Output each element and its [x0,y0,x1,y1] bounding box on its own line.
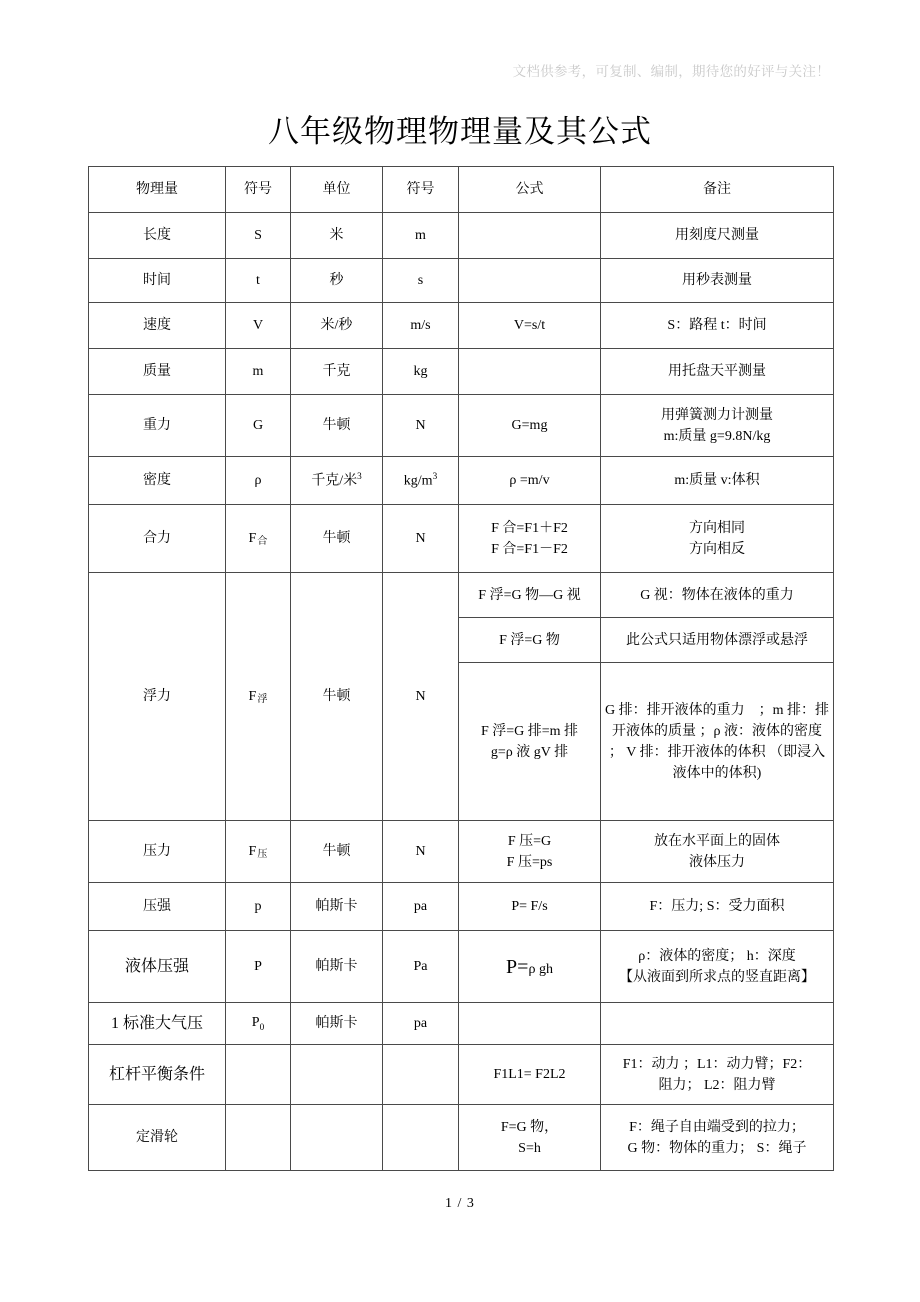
unit-base: 千克/米 [311,473,358,489]
row-unit-symbol: kg [383,349,459,395]
table-row [89,457,834,505]
remark-line-1: 用弹簧测力计测量 [661,407,773,423]
remark-line-1: 放在水平面上的固体 [654,833,780,849]
formula-line-1: F 浮=G 排=m 排 [480,723,579,739]
table-header-row [89,167,834,213]
symbol-subscript: 压 [257,848,268,860]
formula-line-2: S=h [518,1140,541,1156]
table-row [89,573,834,618]
remark-line-2: 方向相反 [689,541,745,557]
row-unit: 秒 [291,259,383,303]
row-unit: 牛顿 [291,395,383,457]
row-remark: m:质量 v:体积 [601,457,834,505]
row-unit [291,457,383,505]
formula-line-1: F=G 物， [500,1119,559,1135]
row-formula [459,821,601,883]
row-formula: F 浮=G 物—G 视 [459,573,601,618]
row-formula [459,505,601,573]
row-unit-symbol [383,1105,459,1171]
unit-exponent: 3 [357,470,362,481]
symbol-subscript: 0 [259,1021,265,1032]
remark-line-1: F：绳子自由端受到的拉力； [629,1119,805,1135]
row-formula [459,663,601,821]
table-row [89,259,834,303]
row-remark: G 排：排开液体的重力 ；m 排：排开液体的质量 ；ρ 液：液体的密度 ； V 排：排开液体的体积 （即浸入液体中的体积) [601,663,834,821]
row-symbol: m [226,349,291,395]
row-quantity: 定滑轮 [89,1105,226,1171]
symbol-base: F [248,689,257,704]
table-row [89,931,834,1003]
header-unit-symbol: 符号 [383,167,459,213]
row-quantity: 液体压强 [89,931,226,1003]
row-unit-symbol [383,1045,459,1105]
remark-line-2: G 物：物体的重力； S：绳子 [627,1140,807,1156]
row-quantity: 杠杆平衡条件 [89,1045,226,1105]
row-symbol [226,1105,291,1171]
row-unit-symbol: pa [383,883,459,931]
page-title: 八年级物理物理量及其公式 [268,114,652,149]
row-remark: 用秒表测量 [601,259,834,303]
row-unit: 帕斯卡 [291,931,383,1003]
row-formula: F 浮=G 物 [459,618,601,663]
formula-line-1: F 合=F1＋F2 [491,520,568,536]
row-remark: F：压力; S：受力面积 [601,883,834,931]
row-formula: F1L1= F2L2 [459,1045,601,1105]
row-symbol: ρ [226,457,291,505]
row-symbol: p [226,883,291,931]
row-quantity: 重力 [89,395,226,457]
remark-line-2: 【从液面到所求点的竖直距离】 [619,969,815,985]
table-row [89,349,834,395]
row-remark [601,1045,834,1105]
row-quantity: 质量 [89,349,226,395]
row-symbol: S [226,213,291,259]
formula-tail: ρ gh [528,961,553,977]
row-remark [601,821,834,883]
header-symbol: 符号 [226,167,291,213]
row-formula [459,213,601,259]
row-quantity: 浮力 [89,573,226,821]
formula-line-2: F 合=F1－F2 [491,541,568,557]
row-unit: 牛顿 [291,573,383,821]
symbol-subscript: 浮 [257,693,268,705]
row-unit: 米/秒 [291,303,383,349]
row-unit-symbol: N [383,821,459,883]
table-row [89,505,834,573]
row-quantity: 密度 [89,457,226,505]
table-row [89,303,834,349]
row-quantity: 时间 [89,259,226,303]
unit-symbol-exponent: 3 [432,470,438,481]
row-symbol [226,1045,291,1105]
row-formula [459,931,601,1003]
formula-line-2: g=ρ 液 gV 排 [490,744,569,760]
remark-line-1: 方向相同 [689,520,745,536]
row-unit-symbol: m/s [383,303,459,349]
row-remark: 此公式只适用物体漂浮或悬浮 [601,618,834,663]
row-quantity: 压力 [89,821,226,883]
table-row [89,1045,834,1105]
table-row [89,213,834,259]
watermark-text: 文档供参考，可复制、编制，期待您的好评与关注！ [512,64,830,79]
row-formula: P= F/s [459,883,601,931]
row-quantity: 合力 [89,505,226,573]
row-remark: S：路程 t：时间 [601,303,834,349]
table-row [89,821,834,883]
header-quantity: 物理量 [89,167,226,213]
row-symbol [226,505,291,573]
row-unit-symbol: N [383,505,459,573]
row-unit-symbol [383,457,459,505]
row-symbol [226,573,291,821]
row-unit-symbol: s [383,259,459,303]
row-unit-symbol: N [383,395,459,457]
row-symbol: G [226,395,291,457]
row-quantity: 1 标准大气压 [89,1003,226,1045]
row-remark [601,505,834,573]
row-formula: G=mg [459,395,601,457]
row-quantity: 长度 [89,213,226,259]
symbol-base: F [248,531,257,546]
table-row [89,1105,834,1171]
row-remark: G 视：物体在液体的重力 [601,573,834,618]
table-row [89,883,834,931]
symbol-base: P [251,1015,260,1031]
row-unit [291,1105,383,1171]
row-unit [291,1045,383,1105]
row-symbol [226,1003,291,1045]
row-unit: 帕斯卡 [291,1003,383,1045]
row-formula [459,259,601,303]
symbol-subscript: 合 [257,535,268,547]
remark-line-2: m:质量 g=9.8N/kg [663,428,771,444]
unit-symbol-base: kg/m [403,473,433,489]
row-quantity: 压强 [89,883,226,931]
header-remark: 备注 [601,167,834,213]
row-remark: 用刻度尺测量 [601,213,834,259]
page-number: 1 / 3 [445,1196,475,1211]
remark-line-1: ρ：液体的密度； h：深度 [638,948,796,964]
row-unit: 牛顿 [291,821,383,883]
formula-base: P= [506,955,529,978]
row-remark [601,931,834,1003]
row-unit-symbol: Pa [383,931,459,1003]
row-remark: 用托盘天平测量 [601,349,834,395]
physics-quantities-table [88,166,834,1171]
row-unit: 米 [291,213,383,259]
row-unit: 帕斯卡 [291,883,383,931]
header-unit: 单位 [291,167,383,213]
row-unit-symbol: m [383,213,459,259]
row-remark [601,1105,834,1171]
row-unit: 牛顿 [291,505,383,573]
formula-line-2: F 压=ps [506,854,553,870]
header-formula: 公式 [459,167,601,213]
row-formula: V=s/t [459,303,601,349]
remark-line-2: 液体压力 [689,854,745,870]
row-unit-symbol: N [383,573,459,821]
row-formula [459,1105,601,1171]
row-quantity: 速度 [89,303,226,349]
row-symbol: t [226,259,291,303]
remark-line-2: 阻力； L2：阻力臂 [658,1077,776,1093]
row-formula [459,1003,601,1045]
row-formula [459,349,601,395]
formula-line-1: F 压=G [507,833,552,849]
row-symbol: P [226,931,291,1003]
row-remark [601,1003,834,1045]
row-unit-symbol: pa [383,1003,459,1045]
symbol-base: F [248,844,257,859]
row-remark [601,395,834,457]
row-symbol: V [226,303,291,349]
row-symbol [226,821,291,883]
table-row [89,395,834,457]
table-row [89,1003,834,1045]
remark-line-1: F1：动力 ；L1：动力臂；F2： [622,1056,812,1072]
row-formula: ρ =m/v [459,457,601,505]
row-unit: 千克 [291,349,383,395]
